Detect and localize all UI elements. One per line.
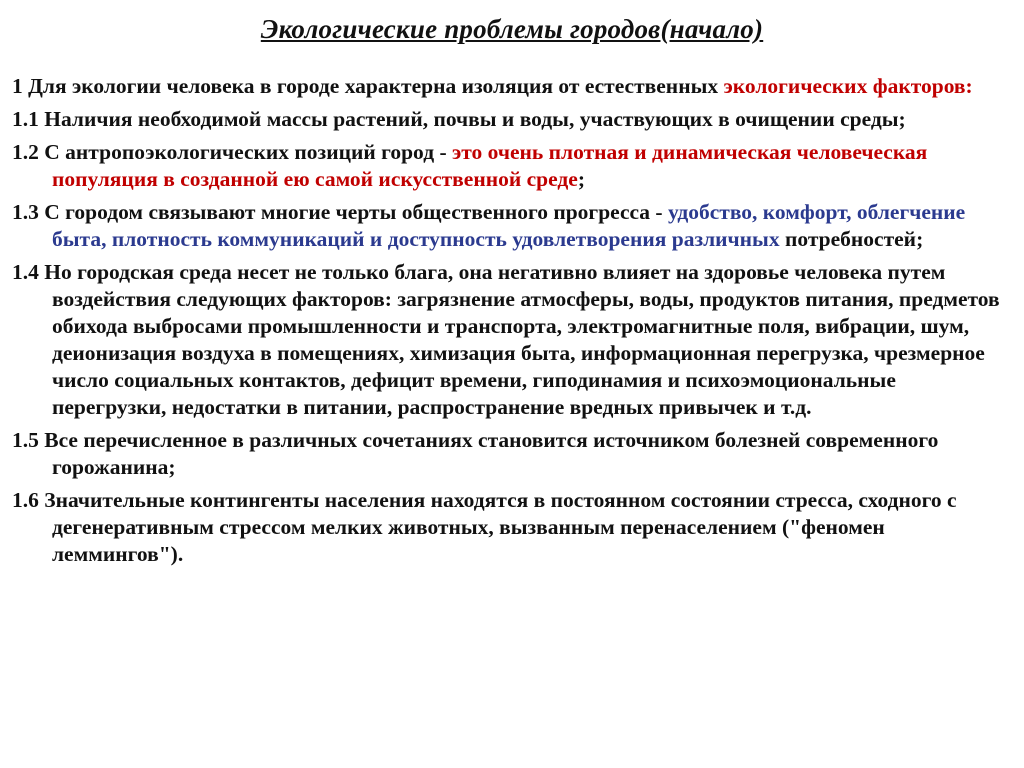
paragraph-1-3 — [12, 199, 1012, 253]
paragraph-1-1-text: 1.1 Наличия необходимой массы растений, почвы и воды, участвующих в очищении среды; — [12, 107, 906, 131]
paragraph-1-5-text: 1.5 Все перечисленное в различных сочетаниях становится источником болезней современного горожанина; — [12, 428, 939, 479]
paragraph-1-2-text: 1.2 С антропоэкологических позиций город - — [12, 140, 452, 164]
paragraph-1-6 — [12, 487, 1012, 568]
paragraph-1-2-end: ; — [577, 167, 585, 191]
paragraph-1-3-text: 1.3 С городом связывают многие черты общественного прогресса - — [12, 200, 668, 224]
paragraph-1-4-text: 1.4 Но городская среда несет не только блага, она негативно влияет на здоровье человека путем воздействия следующих факторов: загрязнение атмосферы, воды, продуктов питания, предметов обихода выбросами промышленности и транспорта, электромагнитные поля, вибрации, шум, деионизация воздуха в помещениях, химизация быта, информационная перегрузка, чрезмерное число социальных контактов, дефицит времени, гиподинамия и психоэмоциональные перегрузки, недостатки в питании, распространение вредных привычек и т.д. — [12, 260, 1000, 419]
paragraph-1-2 — [12, 139, 1012, 193]
paragraph-1-highlight: экологических факторов: — [723, 74, 973, 98]
slide-content — [12, 73, 1012, 574]
paragraph-1-2-highlight: это очень плотная и динамическая человеческая популяция в созданной ею самой искусственной среде — [52, 140, 928, 191]
paragraph-1-6-text: 1.6 Значительные контингенты населения находятся в постоянном состоянии стресса, сходного с дегенеративным стрессом мелких животных, вызванным перенаселением ("феномен леммингов"). — [12, 488, 957, 566]
paragraph-1-4 — [12, 259, 1012, 421]
slide-title: Экологические проблемы городов(начало) — [260, 14, 764, 44]
paragraph-1-3-highlight: удобство, комфорт, облегчение быта, плотность коммуникаций и доступность удовлетворения различных — [52, 200, 966, 251]
paragraph-1-text: 1 Для экологии человека в городе характерна изоляция от естественных — [12, 74, 724, 98]
paragraph-1-3-end: потребностей; — [779, 227, 924, 251]
paragraph-1 — [12, 73, 1012, 100]
paragraph-1-5 — [12, 427, 1012, 481]
paragraph-1-1 — [12, 106, 1012, 133]
